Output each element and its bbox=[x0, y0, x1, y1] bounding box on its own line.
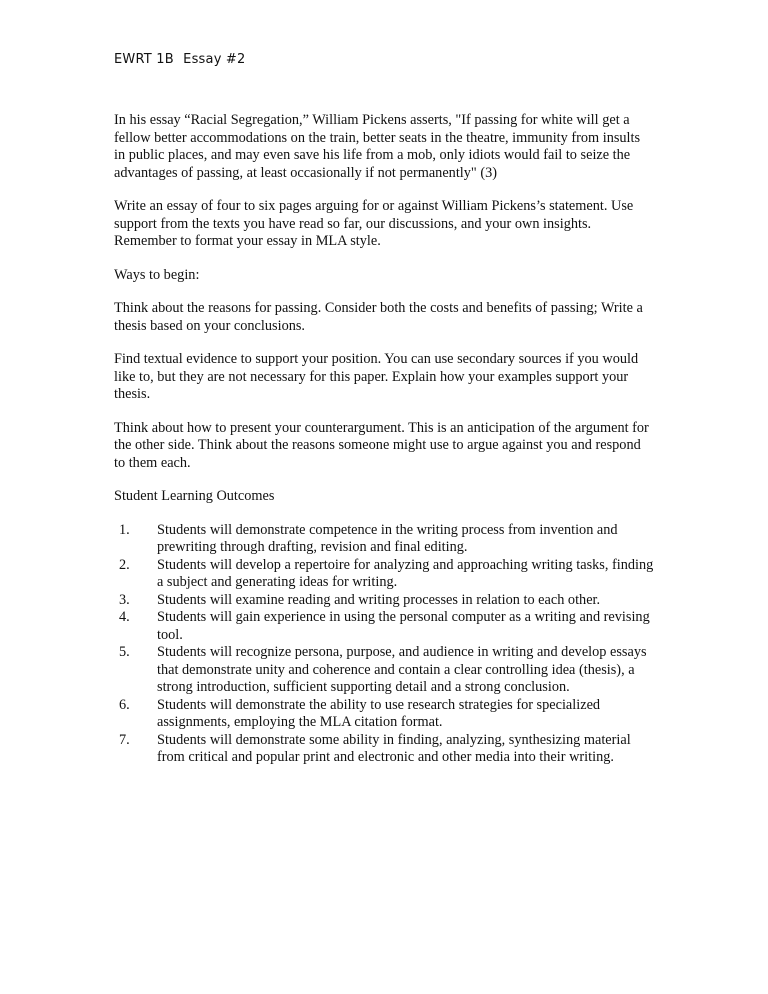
list-item-number: 6. bbox=[119, 696, 130, 713]
list-item bbox=[114, 557, 654, 592]
intro-paragraph: In his essay “Racial Segregation,” William Pickens asserts, "If passing for white will get a fellow better accommodations on the train, better seats in the theatre, immunity from insults in public places, and may even save his life from a mob, only idiots would fail to seize the advantages of passing, at least occasionally if not permanently" (3) bbox=[114, 112, 641, 181]
reasons-paragraph: Think about the reasons for passing. Consider both the costs and benefits of passing; Write a thesis based on your conclusions. bbox=[114, 300, 643, 334]
list-item bbox=[114, 609, 654, 644]
list-item-text: Students will gain experience in using the personal computer as a writing and revising tool. bbox=[157, 609, 650, 643]
list-item-number: 5. bbox=[119, 644, 130, 660]
list-item-number: 2. bbox=[119, 556, 130, 573]
list-item bbox=[114, 592, 654, 610]
counterargument-paragraph: Think about how to present your counterargument. This is an anticipation of the argument for the other side. Think about the reasons someone might use to argue against you and respond to them each. bbox=[114, 419, 649, 471]
list-item bbox=[114, 522, 654, 557]
list-item-number: 1. bbox=[119, 521, 130, 538]
list-item-text: Students will develop a repertoire for analyzing and approaching writing tasks, finding a subject and generating ideas for writing. bbox=[157, 556, 654, 590]
list-item-text: Students will examine reading and writing processes in relation to each other. bbox=[157, 591, 601, 608]
assignment-paragraph: Write an essay of four to six pages arguing for or against William Pickens’s statement. Use support from the texts you have read so far, our discussions, and your own insights. Remember to format your essay in MLA style. bbox=[114, 198, 634, 249]
list-item-number: 7. bbox=[119, 731, 130, 748]
list-item bbox=[114, 697, 654, 732]
list-item bbox=[114, 732, 654, 767]
list-item-number: 4. bbox=[119, 609, 130, 625]
list-item-number: 3. bbox=[119, 591, 130, 608]
list-item-text: Students will demonstrate competence in the writing process from invention and prewriting through drafting, revision and final editing. bbox=[157, 521, 618, 555]
assignment-title: Essay #2 bbox=[183, 52, 246, 67]
outcomes-heading: Student Learning Outcomes bbox=[114, 488, 275, 504]
ways-to-begin-heading: Ways to begin: bbox=[114, 266, 200, 283]
document-page bbox=[114, 51, 654, 767]
list-item-text: Students will demonstrate some ability in finding, analyzing, synthesizing material from critical and popular print and electronic and other media into their writing. bbox=[157, 731, 631, 765]
list-item bbox=[114, 644, 654, 697]
course-code: EWRT 1B bbox=[114, 52, 174, 67]
page-header bbox=[114, 51, 654, 68]
list-item-text: Students will demonstrate the ability to use research strategies for specialized assignments, employing the MLA citation format. bbox=[157, 696, 601, 730]
outcomes-list bbox=[114, 522, 654, 767]
evidence-paragraph: Find textual evidence to support your position. You can use secondary sources if you would like to, but they are not necessary for this paper. Explain how your examples support your thesis. bbox=[114, 351, 639, 402]
list-item-text: Students will recognize persona, purpose, and audience in writing and develop essays that demonstrate unity and coherence and contain a clear controlling idea (thesis), a strong introduction, sufficient supporting detail and a strong conclusion. bbox=[157, 644, 647, 695]
